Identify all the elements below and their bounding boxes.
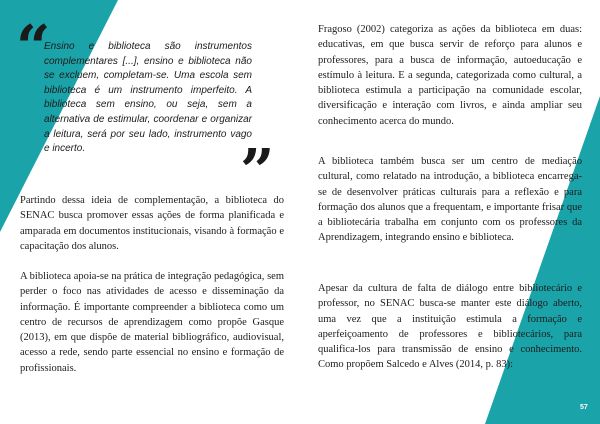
right-paragraph-1: Fragoso (2002) categoriza as ações da biblioteca em duas: educativas, em que busca servir de reforço para alunos e professores, para a busca de informação, autoeducação e estímulo à leitura. E a segunda, categorizada como cultural, a biblioteca estimula a participação na comunidade escolar, diversificação e interação com livros, e ainda ampliar seu conhecimento acerca do mundo. — [318, 24, 582, 127]
right-paragraph-2: A biblioteca também busca ser um centro de mediação cultural, como relatado na introdução, a biblioteca encarrega-se de desenvolver práticas culturais para a reflexão e para formação dos alunos que a frequentam, e importante frisar que a bibliotecária trabalha em conjunto com os professores da Aprendizagem, integrando ensino e biblioteca. — [318, 156, 582, 244]
teal-stripe-right — [485, 96, 600, 424]
open-quote-mark: “ — [16, 13, 51, 83]
left-paragraph-2: A biblioteca apoia-se na prática de integração pedagógica, sem perder o foco nas atividades de acesso e disseminação da informação. É importante compreender a biblioteca como um centro de recursos de aprendizagem como propõe Gasque (2013), em que dispõe de material bibliográfico, audiovisual, acesso a rede, sendo parte essencial no ensino e formação de profissionais. — [20, 271, 284, 374]
close-quote-mark: ” — [240, 137, 275, 207]
right-paragraph-3: Apesar da cultura de falta de diálogo entre bibliotecário e professor, no SENAC busca-se manter este diálogo aberto, uma vez que a instituição estimula a formação e aperfeiçoamento de professores e bibliotecários, para qualifica-los para transmissão de ensino e conhecimento. Como propõem Salcedo e Alves (2014, p. 83): — [318, 283, 582, 371]
page-number: 57 — [580, 404, 588, 411]
block-quote: Ensino e biblioteca são instrumentos complementares [...], ensino e biblioteca não se excluem, completam-se. Uma escola sem biblioteca é um instrumento imperfeito. A biblioteca sem ensino, ou seja, sem a alternativa de estimular, coordenar e organizar a leitura, será por seu lado, instrumento vago e incerto. — [44, 41, 252, 155]
left-paragraph-1: Partindo dessa ideia de complementação, a biblioteca do SENAC busca promover essas ações de forma planificada e amparada em documentos institucionais, visando à formação e capacitação dos alunos. — [20, 195, 284, 252]
